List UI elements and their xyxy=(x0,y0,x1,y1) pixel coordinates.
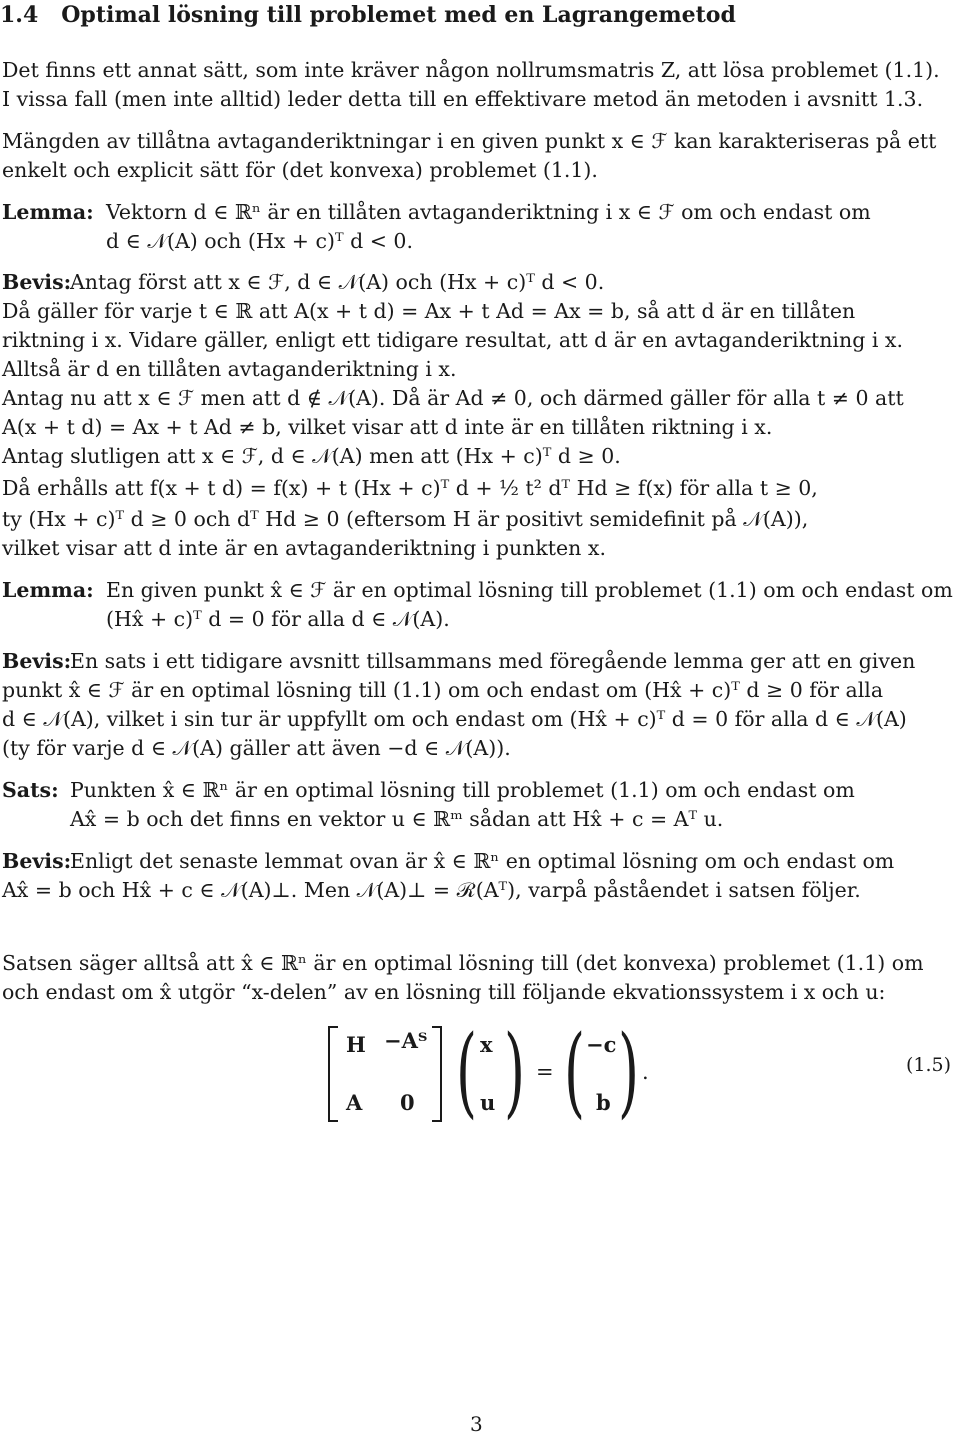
equation-number: (1.5) xyxy=(906,1054,952,1076)
page-number: 3 xyxy=(470,1412,483,1436)
paragraph-line: I vissa fall (men inte alltid) leder detta till en effektivare metod än metoden i avsnitt 1.3. xyxy=(2,87,924,111)
theorem-line: Punkten x̂ ∈ ℝⁿ är en optimal lösning till problemet (1.1) om och endast om xyxy=(70,778,855,802)
equation-1-5 xyxy=(328,1015,952,1138)
vector-left-paren: ( xyxy=(456,1015,478,1129)
paragraph-line: Det finns ett annat sätt, som inte kräver någon nollrumsmatris Z, att lösa problemet (1.1). xyxy=(2,58,940,82)
paragraph-line: enkelt och explicit sätt för (det konvexa) problemet (1.1). xyxy=(2,158,598,182)
proof-line: Då erhålls att f(x + t d) = f(x) + t (Hx + c)ᵀ d + ½ t² dᵀ Hd ≥ f(x) för alla t ≥ 0, xyxy=(2,476,818,500)
matrix-entry: −Aᵀ xyxy=(384,1028,428,1053)
matrix-left-bracket xyxy=(328,1026,338,1122)
paragraph-line: och endast om x̂ utgör “x-delen” av en lösning till följande ekvationssystem i x och u: xyxy=(2,980,886,1004)
paragraph-line: Satsen säger alltså att x̂ ∈ ℝⁿ är en optimal lösning till (det konvexa) problemet (1.1) om xyxy=(2,951,924,975)
proof-line: En sats i ett tidigare avsnitt tillsammans med föregående lemma ger att en given xyxy=(70,649,916,673)
section-heading xyxy=(0,0,736,30)
equals-sign: = xyxy=(536,1060,554,1084)
theorem-label: Sats: xyxy=(2,778,59,802)
proof-line: Antag slutligen att x ∈ ℱ, d ∈ 𝒩(A) men att (Hx + c)ᵀ d ≥ 0. xyxy=(2,444,621,468)
theorem-line: Ax̂ = b och det finns en vektor u ∈ ℝᵐ sådan att Hx̂ + c = Aᵀ u. xyxy=(70,807,724,831)
proof-line: Antag nu att x ∈ ℱ men att d ∉ 𝒩(A). Då är Ad ≠ 0, och därmed gäller för alla t ≠ 0 att xyxy=(2,386,904,410)
lemma-line: Vektorn d ∈ ℝⁿ är en tillåten avtaganderiktning i x ∈ ℱ om och endast om xyxy=(106,200,871,224)
proof-line: (ty för varje d ∈ 𝒩(A) gäller att även −d ∈ 𝒩(A)). xyxy=(2,736,511,760)
lemma-line: En given punkt x̂ ∈ ℱ är en optimal lösning till problemet (1.1) om och endast om xyxy=(106,578,953,602)
proof-label: Bevis: xyxy=(2,270,72,294)
matrix-entry: A xyxy=(346,1090,363,1115)
rhs-right-paren: ) xyxy=(618,1015,640,1129)
lemma-line: d ∈ 𝒩(A) och (Hx + c)ᵀ d < 0. xyxy=(106,229,413,253)
vector-entry: u xyxy=(480,1090,496,1115)
paragraph-line: Mängden av tillåtna avtaganderiktningar i en given punkt x ∈ ℱ kan karakteriseras på ett xyxy=(2,129,937,153)
proof-line: punkt x̂ ∈ ℱ är en optimal lösning till (1.1) om och endast om (Hx̂ + c)ᵀ d ≥ 0 för alla xyxy=(2,678,884,702)
proof-line: A(x + t d) = Ax + t Ad ≠ b, vilket visar att d inte är en tillåten riktning i x. xyxy=(2,415,773,439)
rhs-entry: b xyxy=(596,1090,611,1115)
section-title: Optimal lösning till problemet med en Lagrangemetod xyxy=(61,2,736,28)
proof-line: vilket visar att d inte är en avtaganderiktning i punkten x. xyxy=(2,536,606,560)
vector-entry: x xyxy=(480,1032,493,1057)
proof-line: Enligt det senaste lemmat ovan är x̂ ∈ ℝⁿ en optimal lösning om och endast om xyxy=(70,849,895,873)
matrix-right-bracket xyxy=(432,1026,442,1122)
rhs-entry: −c xyxy=(586,1032,617,1057)
proof-line: Antag först att x ∈ ℱ, d ∈ 𝒩(A) och (Hx + c)ᵀ d < 0. xyxy=(70,270,605,294)
vector-right-paren: ) xyxy=(504,1015,526,1129)
matrix-entry: H xyxy=(346,1032,366,1057)
proof-line: d ∈ 𝒩(A), vilket i sin tur är uppfyllt om och endast om (Hx̂ + c)ᵀ d = 0 för alla d ∈ 𝒩(A) xyxy=(2,707,907,731)
section-number: 1.4 xyxy=(0,2,39,28)
proof-line: Då gäller för varje t ∈ ℝ att A(x + t d) = Ax + t Ad = Ax = b, så att d är en tillåten xyxy=(2,299,856,323)
proof-line: Alltså är d en tillåten avtaganderiktning i x. xyxy=(2,357,457,381)
matrix-entry: 0 xyxy=(400,1090,415,1115)
proof-line: riktning i x. Vidare gäller, enligt ett tidigare resultat, att d är en avtaganderiktning i x. xyxy=(2,328,903,352)
rhs-left-paren: ( xyxy=(564,1015,586,1129)
proof-line: Ax̂ = b och Hx̂ + c ∈ 𝒩(A)⊥. Men 𝒩(A)⊥ = ℛ(Aᵀ), varpå påståendet i satsen följer. xyxy=(2,878,861,902)
lemma-label: Lemma: xyxy=(2,578,94,602)
proof-line: ty (Hx + c)ᵀ d ≥ 0 och dᵀ Hd ≥ 0 (eftersom H är positivt semidefinit på 𝒩(A)), xyxy=(2,507,809,531)
proof-label: Bevis: xyxy=(2,849,72,873)
proof-label: Bevis: xyxy=(2,649,72,673)
lemma-label: Lemma: xyxy=(2,200,94,224)
equation-period: . xyxy=(642,1060,649,1084)
lemma-line: (Hx̂ + c)ᵀ d = 0 för alla d ∈ 𝒩(A). xyxy=(106,607,450,631)
